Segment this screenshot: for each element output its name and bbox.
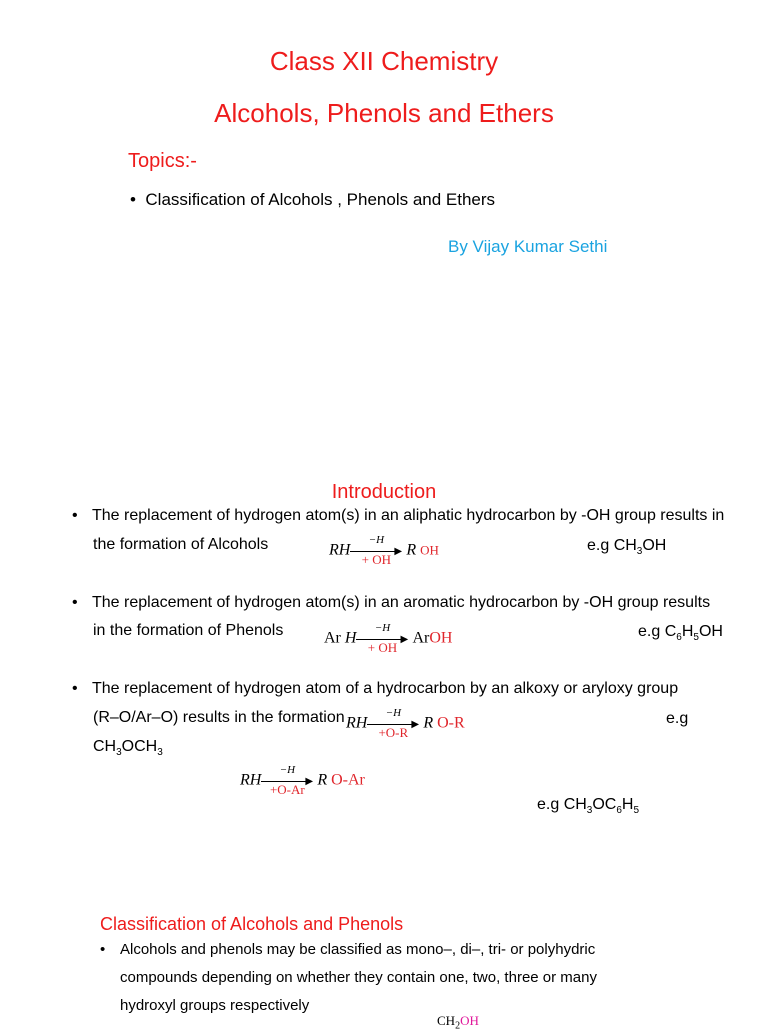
ether-example-1: $CH_3OCH_3$ — [93, 738, 163, 759]
ether-equation: RH −H ▶ +O-R R O-R — [346, 707, 465, 740]
intro-bullet-1: • The replacement of hydrogen atom(s) in an aliphatic hydrocarbon by -OH group results in — [72, 507, 725, 524]
partial-formula: $CH_2OH$ — [437, 1013, 479, 1032]
bullet-icon: • — [72, 594, 78, 611]
bullet-icon: • — [72, 680, 78, 697]
byline: By Vijay Kumar Sethi — [448, 237, 608, 256]
reaction-arrow-icon: −H ▶ +O-Ar — [261, 766, 313, 796]
page-subtitle: Alcohols, Phenols and Ethers — [214, 98, 554, 128]
reaction-arrow-icon: −H ▶ + OH — [350, 536, 402, 566]
alcohol-example: e.g $CH_3OH$ — [587, 537, 667, 558]
phenol-example: e.g $C_6H_5OH$ — [638, 623, 723, 644]
intro-bullet-2-line2: in the formation of Phenols — [93, 622, 284, 639]
intro-bullet-3: • The replacement of hydrogen atom of a hydrocarbon by an alkoxy or aryloxy group — [72, 680, 679, 697]
alcohol-equation: RH −H ▶ + OH R OH — [329, 534, 439, 567]
ether-example-label: e.g — [666, 710, 689, 727]
topics-heading: Topics:- — [128, 150, 197, 172]
topic-item: • Classification of Alcohols , Phenols and Ethers — [130, 190, 496, 209]
intro-heading: Introduction — [331, 481, 437, 503]
reaction-arrow-icon: −H ▶ +O-R — [367, 709, 419, 739]
bullet-icon: • — [130, 190, 146, 209]
intro-bullet-1-line2: the formation of Alcohols — [93, 536, 269, 553]
classification-bullet: • Alcohols and phenols may be classified as mono–, di–, tri- or polyhydric compounds depending on whether they contain one, two, three or many hydroxyl groups respectively — [100, 936, 597, 1008]
bullet-icon: • — [72, 507, 78, 524]
bullet-icon: • — [100, 941, 106, 958]
intro-bullet-2: • The replacement of hydrogen atom(s) in an aromatic hydrocarbon by -OH group results — [72, 594, 711, 611]
reaction-arrow-icon: −H ▶ + OH — [356, 624, 408, 654]
intro-bullet-3-line2: (R–O/Ar–O) results in the formation — [93, 709, 345, 726]
phenol-equation: Ar H −H ▶ + OH ArOH — [324, 622, 453, 655]
page-title: Class XII Chemistry — [269, 46, 499, 76]
classification-heading: Classification of Alcohols and Phenols — [100, 914, 404, 934]
aryl-ether-equation: RH −H ▶ +O-Ar R O-Ar — [240, 764, 365, 797]
ether-example-2: e.g $CH_3OC_6H_5$ — [537, 796, 640, 817]
